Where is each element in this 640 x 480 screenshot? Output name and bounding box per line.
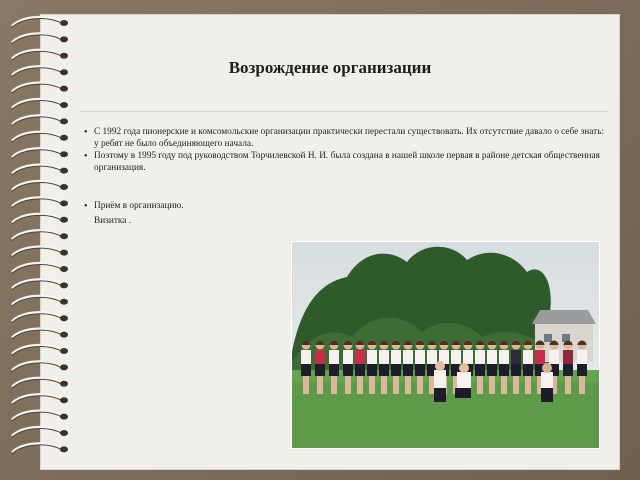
bullet-item-3: • Приём в организацию. bbox=[84, 201, 610, 213]
slide-title: Возрождение организации bbox=[228, 58, 432, 77]
group-photo bbox=[291, 241, 600, 449]
title-divider bbox=[80, 111, 608, 112]
bullet-item-1: • С 1992 года пионерские и комсомольские организации практически перестали существовать. Их отсутствие давало о себе знать: у ребят не было объединяющего начала. bbox=[84, 127, 610, 150]
spiral-binding-icon bbox=[8, 12, 72, 462]
bullet-list bbox=[84, 127, 610, 227]
sub-caption: Визитка . bbox=[94, 215, 132, 226]
bullet-item-2: • Поэтому в 1995 году под руководством Торчилевской Н. И. была создана в нашей школе первая в районе детская общественная организация. bbox=[84, 151, 610, 174]
